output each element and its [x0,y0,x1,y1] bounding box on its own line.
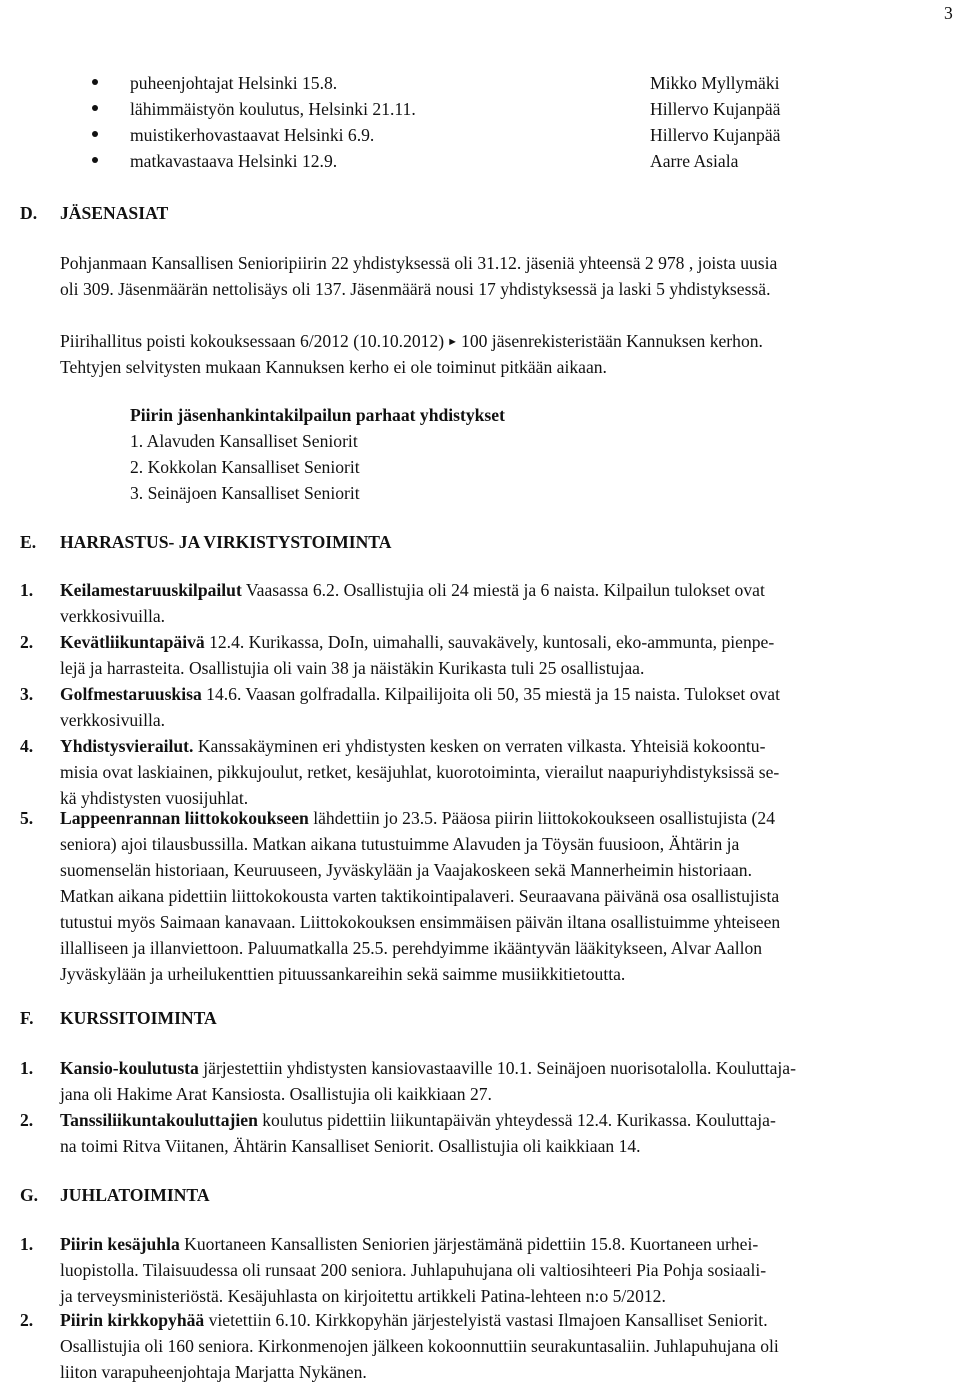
item-heading: Yhdistysvierailut. [60,736,194,756]
text-line: Pohjanmaan Kansallisen Senioripiirin 22 yhdistyksessä oli 31.12. jäseniä yhteensä 2 978 , joista uusia [60,253,778,273]
page-number: 3 [944,3,953,23]
text-segment: 14.6. Vaasan golfradalla. Kilpailijoita oli 50, 35 miestä ja 15 naista. Tulokset ovat [201,684,780,704]
text-line: na toimi Ritva Viitanen, Ähtärin Kansalliset Seniorit. Osallistujia oli kaikkiaan 14. [60,1136,641,1156]
text-line: luopistolla. Tilaisuudessa oli runsaat 200 seniora. Juhlapuhujana oli valtiosihteeri Pia Pohja sosiaali- [60,1260,767,1280]
text-line: Tehtyjen selvitysten mukaan Kannuksen kerho ei ole toiminut pitkään aikaan. [60,357,607,377]
section-e-letter: E. [20,532,37,552]
text-line: Jyväskylään ja urheilukenttien pituussankareihin sekä saimme musiikkitietoutta. [60,964,626,984]
text-segment: lähdettiin jo 23.5. Pääosa piirin liittokokoukseen osallistujista (24 [308,808,776,828]
assignment-person: Hillervo Kujanpää [650,125,781,145]
text-line [60,1107,952,1133]
text-line [60,1231,952,1257]
section-e-title: HARRASTUS- JA VIRKISTYSTOIMINTA [60,532,392,552]
item-text [60,1231,952,1309]
section-f-letter: F. [20,1008,34,1028]
assignment-person: Mikko Myllymäki [650,73,780,93]
item-number: 2. [20,1310,34,1330]
section-d-paragraph-1 [60,250,952,302]
text-segment: Kanssakäyminen eri yhdistysten kesken on verraten vilkasta. Yhteisiä kokoontu- [193,736,766,756]
text-line: kä yhdistysten vuosijuhlat. [60,788,249,808]
assignment-task: matkavastaava Helsinki 12.9. [130,151,338,171]
text-segment: 100 jäsenrekisteristään Kannuksen kerhon. [461,331,763,351]
item-heading: Golfmestaruuskisa [60,684,202,704]
item-text [60,681,952,733]
item-text [60,733,952,811]
item-heading: Tanssiliikuntakouluttajien [60,1110,258,1130]
item-number: 2. [20,632,34,652]
item-text [60,1055,952,1107]
text-line: Osallistujia oli 160 seniora. Kirkonmenojen jälkeen kokoonnuttiin seurakuntasaliin. Juhlapuhujana oli [60,1336,779,1356]
item-number: 3. [20,684,34,704]
text-line [60,1307,952,1333]
text-segment: 12.4. Kurikassa, DoIn, uimahalli, sauvakävely, kuntosali, eko-ammunta, pienpe- [204,632,775,652]
section-f-title: KURSSITOIMINTA [60,1008,217,1028]
assignment-task: muistikerhovastaavat Helsinki 6.9. [130,125,375,145]
assignment-person: Hillervo Kujanpää [650,99,781,119]
text-line: ja terveysministeriöstä. Kesäjuhlasta on kirjoitettu artikkeli Patina-lehteen n:o 5/2012. [60,1286,666,1306]
competition-rank: 1. Alavuden Kansalliset Seniorit [130,431,358,451]
text-line: verkkosivuilla. [60,606,166,626]
section-d-paragraph-2 [60,328,952,380]
item-number: 1. [20,1234,34,1254]
competition-rank: 2. Kokkolan Kansalliset Seniorit [130,457,360,477]
text-segment: vietettiin 6.10. Kirkkopyhän järjestelyistä vastasi Ilmajoen Kansalliset Seniorit. [204,1310,768,1330]
item-number: 1. [20,1058,34,1078]
item-number: 4. [20,736,34,756]
competition-title [130,402,505,428]
text-line: verkkosivuilla. [60,710,166,730]
item-heading: Piirin kesäjuhla [60,1234,180,1254]
assignment-task: lähimmäistyön koulutus, Helsinki 21.11. [130,99,416,119]
text-line [60,577,952,603]
text-segment: Piirihallitus poisti kokouksessaan 6/2012 (10.10.2012) [60,331,445,351]
competition-rank: 3. Seinäjoen Kansalliset Seniorit [130,483,360,503]
text-segment: Kuortaneen Kansallisten Seniorien järjestämänä pidettiin 15.8. Kuortaneen urhei- [179,1234,759,1254]
text-line: misia ovat laskiainen, pikkujoulut, retket, kesäjuhlat, kuorotoiminta, vierailut naapuriyhdistyksissä se- [60,762,780,782]
section-d-letter: D. [20,203,38,223]
item-heading: Piirin kirkkopyhää [60,1310,205,1330]
assignment-person: Aarre Asiala [650,151,739,171]
item-text [60,1107,952,1159]
item-heading: Kansio-koulutusta [60,1058,199,1078]
item-text [60,629,952,681]
text-line: jana oli Hakime Arat Kansiosta. Osallistujia oli kaikkiaan 27. [60,1084,492,1104]
text-segment: järjestettiin yhdistysten kansiovastaaville 10.1. Seinäjoen nuorisotalolla. Kouluttaja- [198,1058,796,1078]
item-text [60,805,952,987]
text-line [60,328,952,354]
section-g-title: JUHLATOIMINTA [60,1185,210,1205]
item-heading: Kevätliikuntapäivä [60,632,205,652]
text-line: Matkan aikana pidettiin liittokokousta varten taktikointipalaveri. Seuraavana päivänä osa osallistujista [60,886,780,906]
section-g-letter: G. [20,1185,39,1205]
item-text [60,1307,952,1385]
text-line: liiton varapuheenjohtaja Marjatta Nykänen. [60,1362,367,1382]
bullet-icon [92,79,98,85]
text-line: tutustui myös Saimaan kanavaan. Liittokokouksen ensimmäisen päivän iltana osallistuimme yhteiseen [60,912,781,932]
text-line [60,733,952,759]
text-line: suomenselän historiaan, Keuruuseen, Jyväskylään ja Vaajakoskeen sekä Mannerheimin historiaan. [60,860,752,880]
bullet-icon [92,157,98,163]
text-line: seniora) ajoi tilausbussilla. Matkan aikana tutustuimme Alavuden ja Töysän fuusioon, Ähtärin ja [60,834,740,854]
text-segment: Vaasassa 6.2. Osallistujia oli 24 miestä ja 6 naista. Kilpailun tulokset ovat [241,580,765,600]
item-number: 1. [20,580,34,600]
text-line [60,681,952,707]
item-text [60,577,952,629]
item-number: 2. [20,1110,34,1130]
bullet-icon [92,105,98,111]
text-segment: koulutus pidettiin liikuntapäivän yhteydessä 12.4. Kurikassa. Kouluttaja- [257,1110,776,1130]
bullet-icon [92,131,98,137]
item-number: 5. [20,808,34,828]
text-line [60,805,952,831]
item-heading: Keilamestaruuskilpailut [60,580,242,600]
text-line: lejä ja harrasteita. Osallistujia oli vain 38 ja näistäkin Kurikasta tuli 25 osallistujaa. [60,658,645,678]
arrow-right-icon: ► [447,336,459,348]
item-heading: Lappeenrannan liittokokoukseen [60,808,309,828]
text-line: oli 309. Jäsenmäärän nettolisäys oli 137. Jäsenmäärä nousi 17 yhdistyksessä ja laski 5 yhdistyksessä. [60,279,771,299]
competition-title-text: Piirin jäsenhankintakilpailun parhaat yhdistykset [130,405,505,425]
text-line [60,1055,952,1081]
text-line: illalliseen ja illanviettoon. Paluumatkalla 25.5. perehdyimme ikääntyvän lääkitykseen, Alvar Aallon [60,938,763,958]
section-d-title: JÄSENASIAT [60,203,169,223]
text-line [60,629,952,655]
assignment-task: puheenjohtajat Helsinki 15.8. [130,73,338,93]
